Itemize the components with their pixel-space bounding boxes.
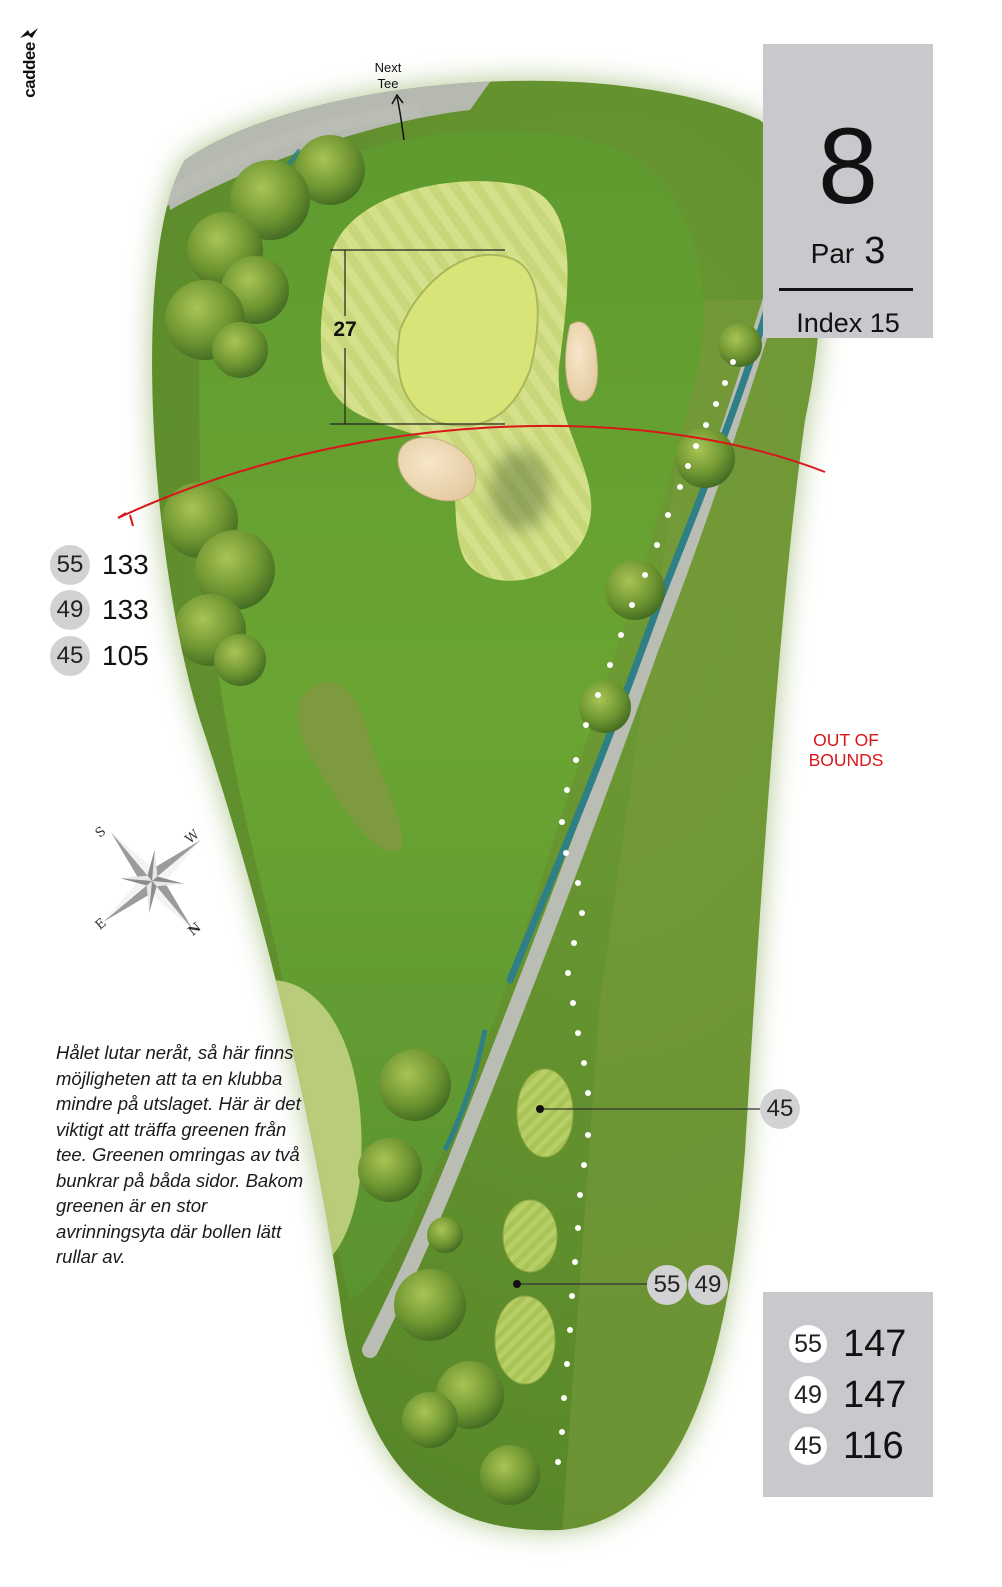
caddee-brand xyxy=(14,26,44,110)
tee-distance-panel xyxy=(763,1292,933,1497)
par-row xyxy=(763,230,933,273)
yardage-value: 133 xyxy=(102,549,149,580)
compass-rose-icon xyxy=(62,791,242,971)
yardage-row-49 xyxy=(50,590,149,630)
brand-name: caddee xyxy=(20,42,39,98)
distance-row-49 xyxy=(789,1373,906,1417)
compass-letter-e: E xyxy=(92,915,110,934)
par-value: 3 xyxy=(864,230,886,272)
par-label: Par xyxy=(810,238,855,269)
tee-badge: 49 xyxy=(50,590,90,630)
yardage-row-45 xyxy=(50,636,149,676)
hole-index: Index 15 xyxy=(796,308,900,338)
yardage-value: 105 xyxy=(102,640,149,671)
distance-row-55 xyxy=(789,1322,906,1366)
oob-line1: OUT OF xyxy=(813,730,879,750)
tee-badge: 55 xyxy=(50,545,90,585)
hole-description: Hålet lutar neråt, så här finns möjligheten att ta en klubba mindre på utslaget. Här är det viktigt att träffa greenen från tee. Greenen omringas av två bunkrar på båda sidor. Bakom greenen är en stor avrinningsyta där bollen lätt rullar av. xyxy=(56,1042,304,1267)
tee-badge: 55 xyxy=(789,1325,827,1363)
tee-badge: 45 xyxy=(50,636,90,676)
oob-line2: BOUNDS xyxy=(808,750,884,770)
green-depth-label: 27 xyxy=(333,318,357,341)
next-tee-line1: Next xyxy=(374,60,402,75)
compass-letter-w: W xyxy=(182,827,203,848)
next-tee-label xyxy=(360,60,416,92)
distance-value: 147 xyxy=(843,1322,907,1365)
compass-letter-s: S xyxy=(92,824,110,842)
divider xyxy=(779,288,913,291)
hole-info-panel xyxy=(763,44,933,338)
tee-badge: 45 xyxy=(789,1427,827,1465)
hole-number: 8 xyxy=(817,105,879,226)
distance-value: 147 xyxy=(843,1373,907,1416)
yardage-value: 133 xyxy=(102,594,149,625)
distance-value: 116 xyxy=(843,1424,904,1467)
distance-row-45 xyxy=(789,1424,904,1468)
yardage-row-55 xyxy=(50,545,149,585)
tee-badge: 49 xyxy=(789,1376,827,1414)
next-tee-line2: Tee xyxy=(377,76,399,91)
compass-letter-n: N xyxy=(185,920,205,940)
tee-marker-45: 45 xyxy=(760,1089,800,1129)
out-of-bounds-label xyxy=(790,730,902,770)
tee-marker-49: 49 xyxy=(688,1265,728,1305)
tee-marker-55: 55 xyxy=(647,1265,687,1305)
